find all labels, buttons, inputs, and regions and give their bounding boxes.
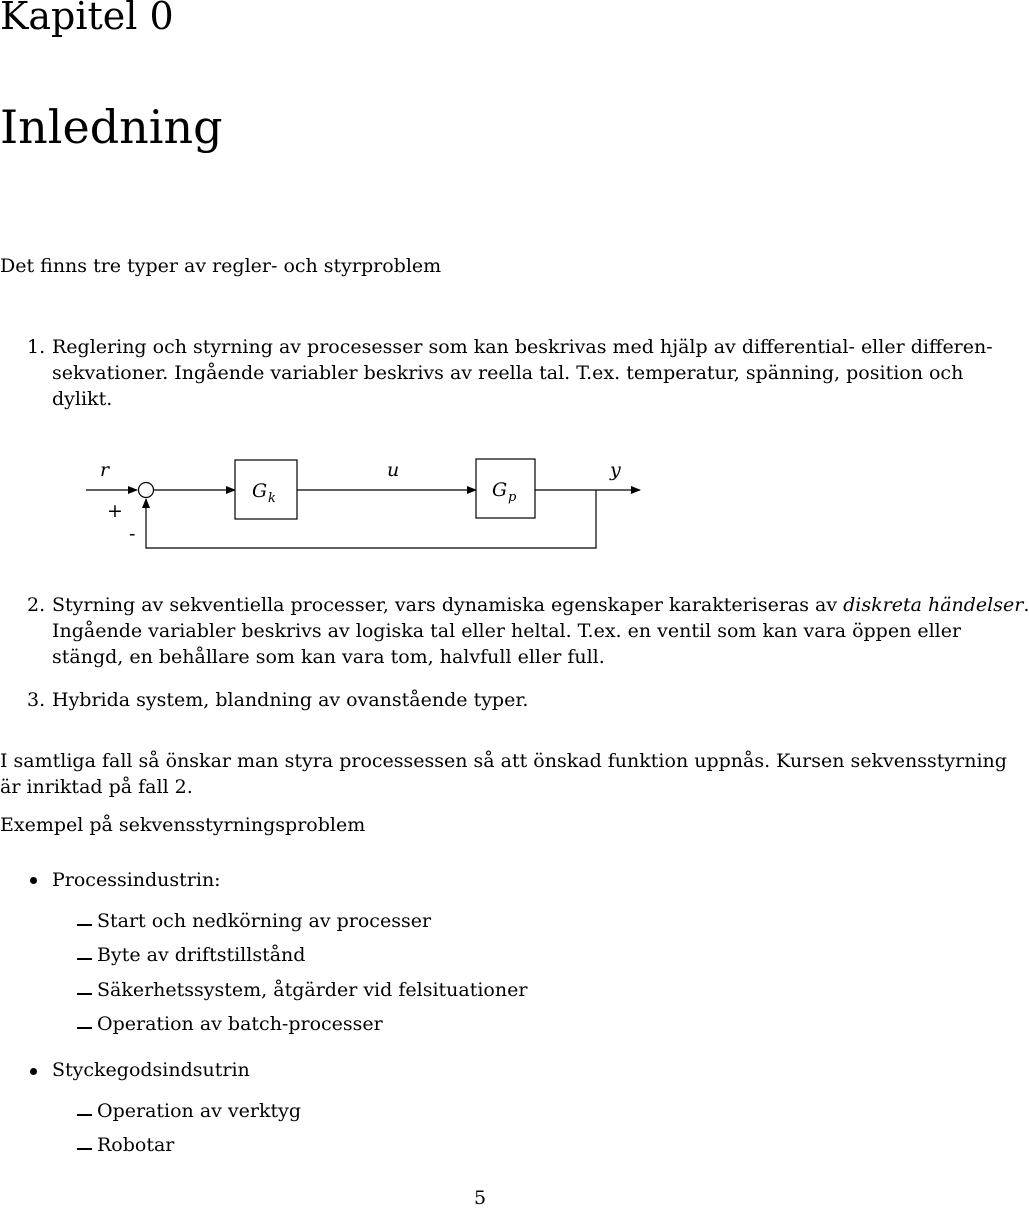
emphasis-discrete-events: diskreta händelser xyxy=(843,594,1024,616)
list-item-1-line-1: Reglering och styrning av procesesser som kan beskrivas med hjälp av differential- eller differen- xyxy=(52,336,993,358)
bullet-1-subitem: Operation av batch-processer xyxy=(97,1013,383,1035)
page-number: 5 xyxy=(473,1187,487,1209)
bullet-1-subitem: Byte av driftstillstånd xyxy=(97,944,306,966)
list-item-2-line-3: stängd, en behållare som kan vara tom, halvfull eller full. xyxy=(52,646,605,668)
control-loop-diagram xyxy=(80,450,660,560)
bullet-2-subitem: Robotar xyxy=(97,1134,175,1156)
label-plus: + xyxy=(107,500,123,522)
label-minus: - xyxy=(129,523,136,545)
label-r: r xyxy=(100,459,110,481)
bullet-1-label: Processindustrin: xyxy=(52,869,221,891)
list-item-2-line-1: Styrning av sekventiella processer, vars dynamiska egenskaper karakteriseras av diskreta händelser. xyxy=(52,594,1029,616)
list-item-1-number: 1. xyxy=(27,336,46,358)
list-item-2-number: 2. xyxy=(27,594,46,616)
examples-heading: Exempel på sekvensstyrningsproblem xyxy=(0,814,366,836)
list-item-1-line-2: sekvationer. Ingående variabler beskrivs av reella tal. T.ex. temperatur, spänning, position och xyxy=(52,362,964,384)
bullet-1-subitem: Start och nedkörning av processer xyxy=(97,910,432,932)
gp-label: G xyxy=(492,479,508,501)
chapter-label: Kapitel 0 xyxy=(0,0,174,38)
label-y: y xyxy=(610,459,621,481)
list-item-2-line-2: Ingående variabler beskrivs av logiska tal eller heltal. T.ex. en ventil som kan vara öppen eller xyxy=(52,620,962,642)
list-item-3-text: Hybrida system, blandning av ovanstående typer. xyxy=(52,689,529,711)
bullet-icon xyxy=(30,1068,37,1075)
bullet-icon xyxy=(30,877,37,884)
gk-label: G xyxy=(252,480,268,502)
summing-junction xyxy=(139,483,154,498)
dash-icon xyxy=(77,1148,92,1150)
bullet-2-label: Styckegodsindsutrin xyxy=(52,1059,250,1081)
list-item-3-number: 3. xyxy=(27,689,46,711)
list-item-1-line-3: dylikt. xyxy=(52,388,113,410)
bullet-1-subitem: Säkerhetssystem, åtgärder vid felsituationer xyxy=(97,979,528,1001)
dash-icon xyxy=(77,1027,92,1029)
gp-subscript: p xyxy=(508,490,517,505)
gk-subscript: k xyxy=(268,491,276,506)
label-u: u xyxy=(387,459,400,481)
dash-icon xyxy=(77,924,92,926)
dash-icon xyxy=(77,1114,92,1116)
intro-text: Det finns tre typer av regler- och styrproblem xyxy=(0,255,442,277)
dash-icon xyxy=(77,958,92,960)
summary-paragraph-line-2: är inriktad på fall 2. xyxy=(0,776,193,798)
bullet-2-subitem: Operation av verktyg xyxy=(97,1100,302,1122)
chapter-title: Inledning xyxy=(0,100,223,154)
summary-paragraph-line-1: I samtliga fall så önskar man styra processessen så att önskad funktion uppnås. Kursen sekvensstyrning xyxy=(0,750,1007,772)
dash-icon xyxy=(77,993,92,995)
